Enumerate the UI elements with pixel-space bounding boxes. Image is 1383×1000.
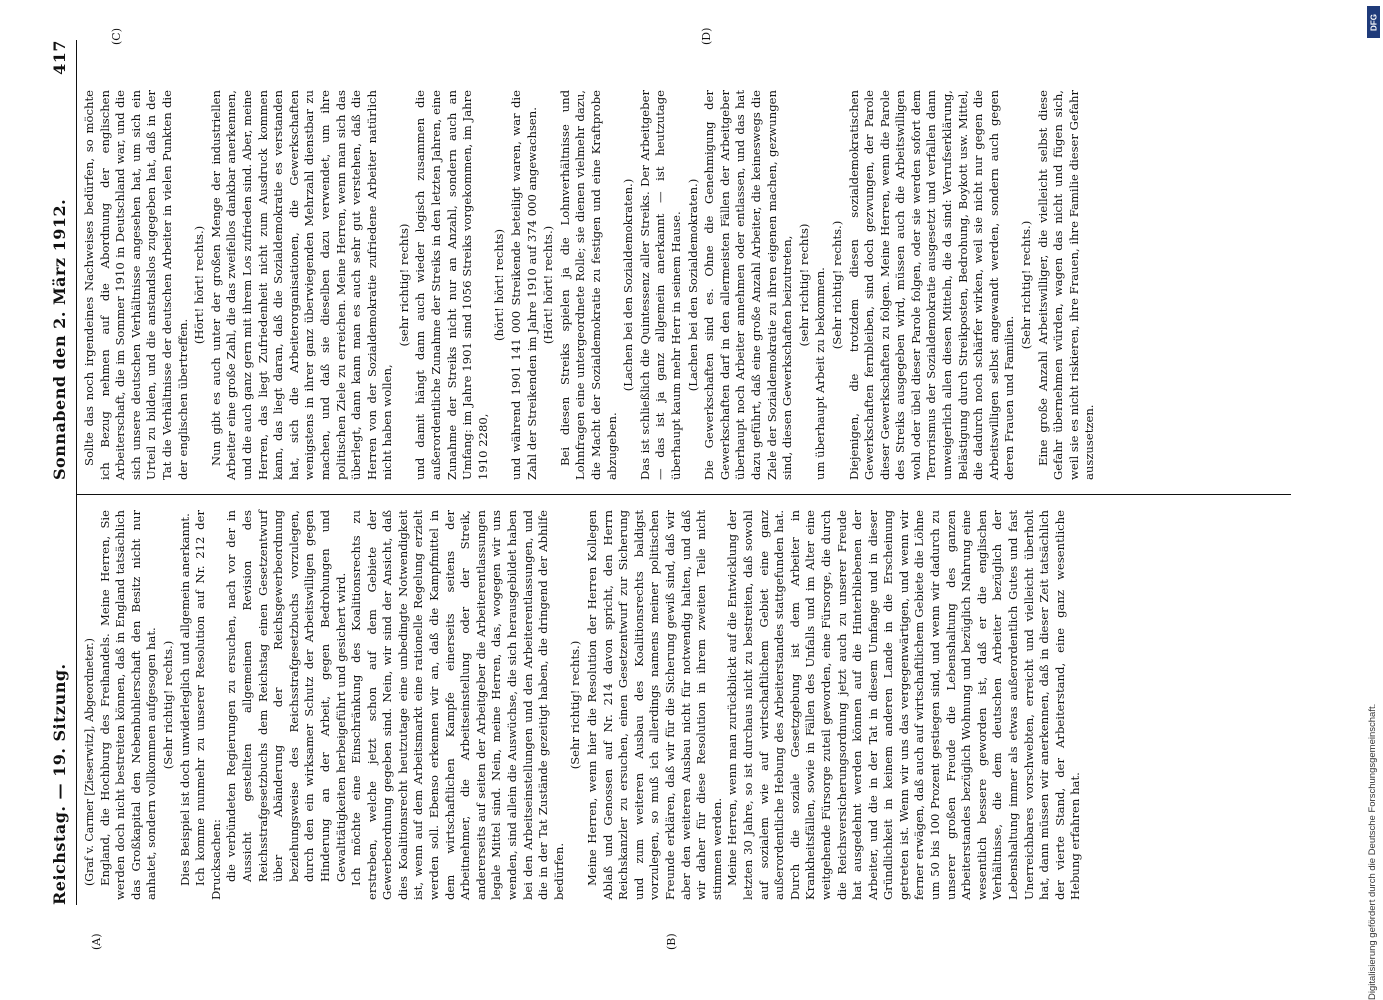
paragraph: Meine Herren, wenn man zurückblickt auf die Entwicklung der letzten 30 Jahre, so ist durchaus nicht zu bestreiten, daß sowohl auf sozialem wie auf wirtschaftlichem Gebiet eine ganz außerordentliche Hebung des Arbeiterstandes stattgefunden hat. Durch die soziale Gesetzgebung ist dem Arbeiter in Krankheitsfällen, sowie in Fällen des Unfalls und im Alter eine weitgehende Fürsorge zuteil geworden, eine Fürsorge, die durch die Reichsversicherungsordnung jetzt auch zu unserer Freude hat ausgedehnt werden können auf die Hinterbliebenen der Arbeiter, und die in der Tat in diesem Umfange und in dieser Gründlichkeit in keinem anderen Lande in die Erscheinung getreten ist. Wenn wir uns das vergegenwärtigen, und wenn wir ferner erwägen, daß auch auf wirtschaftlichem Gebiete die Löhne um 50 bis 100 Prozent gestiegen sind, und wenn wir dadurch zu unserer großen Freude die Lebenshaltung des ganzen Arbeiterstandes bezüglich Wohnung und bezüglich Nahrung eine wesentlich bessere geworden ist, daß er die englischen Verhältnisse, die dem deutschen Arbeiter bezüglich der Lebenshaltung immer als etwas außerordentlich Gutes und fast Unerreichbares vorschwebten, erreicht und vielleicht überholt hat, dann müssen wir anerkennen, daß in dieser Zeit tatsächlich der vierte Stand, der Arbeiterstand, eine ganz wesentliche Hebung erfahren hat. <box>725 510 1083 900</box>
speaker-note: (Graf v. Carmer [Zieserwitz], Abgeordneter.) <box>83 638 96 886</box>
paragraph: Das ist schließlich die Quintessenz aller Streiks. Der Arbeitgeber — das ist ja ganz allgemein anerkannt — ist heutzutage überhaupt kaum mehr Herr in seinem Hause. <box>637 90 683 480</box>
reaction: (Hört! hört! rechts.) <box>192 225 207 345</box>
reaction: (sehr richtig! rechts) <box>396 223 411 347</box>
reaction: (Sehr richtig! rechts.) <box>568 640 583 770</box>
paragraph: und damit hängt dann auch wieder logisch zusammen die außerordentliche Zunahme der Streiks in den letzten Jahren, eine Zunahme der Streiks nicht nur an Anzahl, sondern auch an Umfang: im Jahre 1901 sind 1056 Streiks vorgekommen, im Jahre 1910 2280, <box>413 90 490 480</box>
margin-label-b: (B) <box>665 933 678 950</box>
paragraph: Ich komme nunmehr zu unserer Resolution auf Nr. 212 der Drucksachen: <box>193 510 223 900</box>
paragraph: Eine große Anzahl Arbeitswilliger, die vielleicht selbst diese Gefahr übernehmen würden, wagen das nicht und fügen sich, weil sie es nicht riskieren, ihre Frauen, ihre Familie dieser Gefahr auszusetzen. <box>1035 90 1097 480</box>
column-rule <box>76 494 1291 495</box>
reaction: (sehr richtig! rechts) <box>796 223 811 347</box>
reaction: (Sehr richtig! rechts.) <box>160 640 175 770</box>
header-date: Sonnabend den 2. März 1912. <box>50 198 69 480</box>
reaction: (Sehr richtig! rechts.) <box>1019 220 1034 350</box>
paragraph: Bei diesen Streiks spielen ja die Lohnverhältnisse und Lohnfragen eine untergeordnete Rolle; sie dienen vielmehr dazu, die Macht der Sozialdemokratie zu festigen und eine Kraftprobe abzugeben. <box>557 90 619 480</box>
paragraph: um überhaupt Arbeit zu bekommen. <box>813 267 828 480</box>
right-column <box>82 90 1098 480</box>
reaction: (Lachen bei den Sozialdemokraten.) <box>621 178 636 392</box>
reaction: (Hört! hört! rechts.) <box>541 225 556 345</box>
paragraph: Sollte das noch irgendeines Nachweises bedürfen, so möchte ich Bezug nehmen auf die Abordnung der englischen Arbeiterschaft, die im Sommer 1910 in Deutschland war, und die sich unsere deutschen Verhältnisse angesehen hat, um sich ein Urteil zu bilden, und die anstandslos zugegeben hat, daß in der Tat die Verhältnisse der deutschen Arbeiter in vielen Punkten die der englischen übertreffen. <box>82 90 190 480</box>
paragraph: Ich möchte eine Einschränkung des Koalitionsrechts zu erstreben, welche jetzt schon auf dem Gebiete der Gewerbeordnung gegeben sind. Nein, wir sind der Ansicht, daß dies Koalitionsrecht heutzutage eine unbedingte Notwendigkeit ist, wenn auf dem Arbeitsmarkt eine rationelle Regelung erzielt werden soll. Ebenso erkennen wir an, daß die Kampfmittel in dem wirtschaftlichen Kampfe einerseits seitens der Arbeitnehmer, die Arbeitseinstellung oder der Streik, andererseits auf seiten der Arbeitgeber die Arbeiterentlassungen legale Mittel sind. Nein, meine Herren, das, wogegen wir uns wenden, sind allein die Auswüchse, die sich herausgebildet haben bei den Arbeitseinstellungen und den Arbeiterentlassungen, und die in der Tat Zustände gezeitigt haben, die dringend der Abhilfe bedürfen. <box>349 510 566 900</box>
header-left: Reichstag. — 19. Sitzung. <box>50 663 69 905</box>
paragraph: Diejenigen, die trotzdem diesen sozialdemokratischen Gewerkschaften fernbleiben, sind doch gezwungen, der Parole dieser Gewerkschaften zu folgen. Meine Herren, wenn die Parole des Streiks ausgegeben wird, müssen auch die Arbeitswilligen wohl oder übel dieser Parole folgen, oder sie werden sofort dem Terrorismus der Sozialdemokratie ausgesetzt und verfallen dann unweigerlich allen diesen Mitteln, die da sind: Verrufserklärung, Belästigung durch Streikposten, Bedrohung, Boykott usw. Mittel, die dadurch noch schärfer wirken, weil sie nicht nur gegen die Arbeitswilligen selbst angewandt werden, sondern auch gegen deren Frauen und Familien. <box>846 90 1017 480</box>
left-column <box>82 510 1084 900</box>
reaction: (Lachen bei den Sozialdemokraten.) <box>685 178 700 392</box>
margin-label-a: (A) <box>90 933 103 950</box>
paragraph: Nun gibt es auch unter der großen Menge der industriellen Arbeiter eine große Zahl, die das zweifellos dankbar anerkennen, und die auch ganz gern mit ihrem Los zufrieden sind. Aber, meine Herren, das liegt Zufriedenheit nicht zum Ausdruck kommen kann, das liegt daran, daß die Sozialdemokratie es verstanden hat, sich die Arbeiterorganisationen, die Gewerkschaften wenigstens in ihrer ganz überwiegenden Mehrzahl dienstbar zu machen, und daß sie dieselben dazu verwendet, um ihre politischen Ziele zu erreichen. Meine Herren, wenn man sich das überlegt, dann kann man es auch sehr gut verstehen, daß die Herren von der Sozialdemokratie zufriedene Arbeiter natürlich nicht haben wollen, <box>208 90 395 480</box>
paragraph: Meine Herren, wenn hier die Resolution der Herren Kollegen Ablaß und Genossen auf Nr. 214 davon spricht, den Herrn Reichskanzler zu ersuchen, einen Gesetzentwurf zur Sicherung und zum weiteren Ausbau des Koalitionsrechts baldigst vorzulegen, so muß ich allerdings namens meiner politischen Freunde erklären, daß wir für die Sicherung gewiß sind, daß wir aber den weiteren Ausbau nicht für notwendig halten, und daß wir daher für diese Resolution in ihrem zweiten Teile nicht stimmen werden. <box>585 510 724 900</box>
paragraph: Die Gewerkschaften sind es. Ohne die Genehmigung der Gewerkschaften darf in den allermeisten Fällen der Arbeitgeber überhaupt noch Arbeiter annehmen oder entlassen, und das hat dazu geführt, daß eine große Anzahl Arbeiter, die keineswegs die Ziele der Sozialdemokratie zu ihren eigenen machen, gezwungen sind, diesen Gewerkschaften beizutreten, <box>702 90 795 480</box>
reaction: (Sehr richtig! rechts.) <box>829 220 844 350</box>
logo-text: DFG <box>1369 14 1379 31</box>
margin-label-c: (C) <box>110 28 123 45</box>
paragraph: und während 1901 141 000 Streikende beteiligt waren, war die Zahl der Streikenden im Jahre 1910 auf 374 000 angewachsen. <box>509 90 539 480</box>
margin-label-d: (D) <box>700 27 713 45</box>
resolution-quote: die verbündeten Regierungen zu ersuchen, nach vor der in Aussicht gestellten allgemeinen Revision des Reichsstrafgesetzbuchs dem Reichstag einen Gesetzentwurf über Abänderung der Reichsgewerbeordnung beziehungsweise des Reichsstrafgesetzbuchs vorzulegen, durch den ein wirksamer Schutz der Arbeitswilligen gegen Hinderung an der Arbeit, gegen Bedrohungen und Gewalttätigkeiten herbeigeführt und gesichert wird. <box>224 510 348 882</box>
page-header <box>50 40 76 905</box>
page-number: 417 <box>50 40 69 75</box>
side-credit <box>1366 10 1380 1000</box>
reaction: (hört! hört! rechts) <box>492 229 507 342</box>
credit-text: Digitalisierung gefördert durch die Deutsche Forschungsgemeinschaft. <box>1367 703 1378 1000</box>
header-rule <box>76 40 77 905</box>
paragraph: England, die Hochburg des Freihandels. Meine Herren, Sie werden doch nicht bestreiten können, daß in England tatsächlich das Großkapital den Nebenbuhlerschaft den Besitz nicht nur anhatet, sondern vollkommen aufgesogen hat. <box>97 510 159 900</box>
paragraph: Dies Beispiel ist doch unwiderleglich und allgemein anerkannt. <box>177 513 192 886</box>
